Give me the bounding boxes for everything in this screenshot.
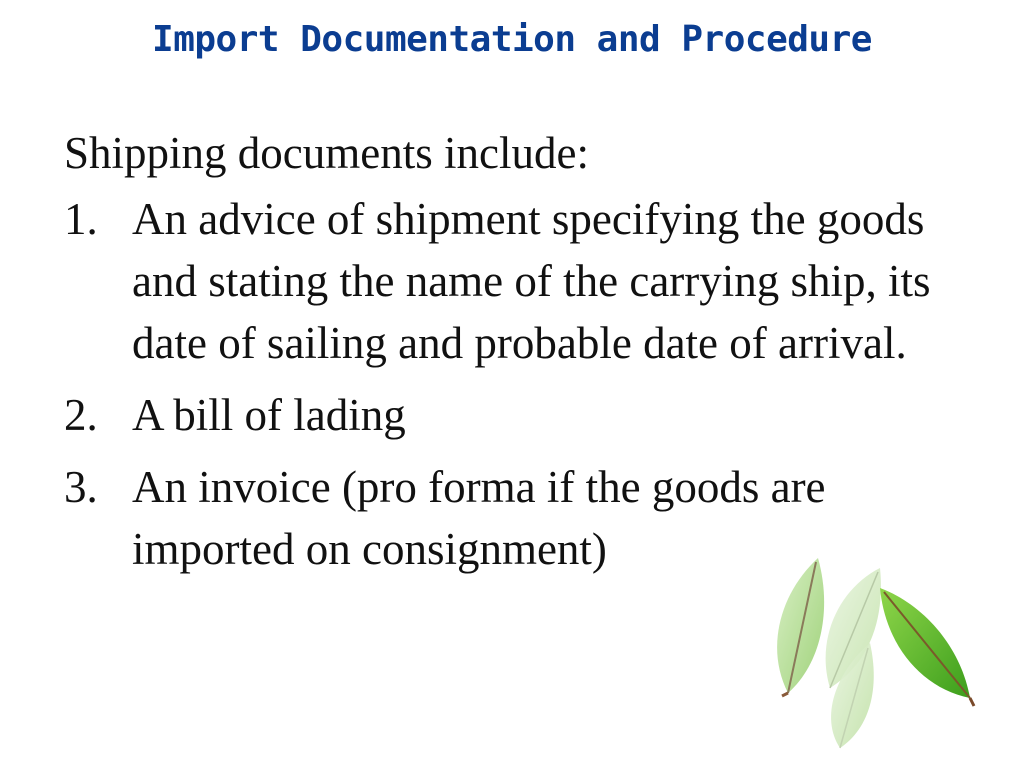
list-item-2: [64, 384, 944, 446]
numbered-list: [64, 188, 944, 580]
green-leaves-icon: [760, 548, 990, 758]
intro-text: Shipping documents include:: [64, 128, 589, 178]
slide-body: [64, 122, 944, 590]
list-text-2: A bill of lading: [132, 390, 406, 440]
list-text-1: An advice of shipment specifying the goods and stating the name of the carrying ship, its date of sailing and probable date of arrival.: [132, 194, 931, 368]
list-number-1: 1.: [64, 194, 98, 244]
list-number-3: 3.: [64, 462, 98, 512]
list-item-1: [64, 188, 944, 374]
list-number-2: 2.: [64, 390, 98, 440]
list-text-3: An invoice (pro forma if the goods are imported on consignment): [132, 462, 826, 574]
slide-title: Import Documentation and Procedure: [152, 19, 872, 60]
